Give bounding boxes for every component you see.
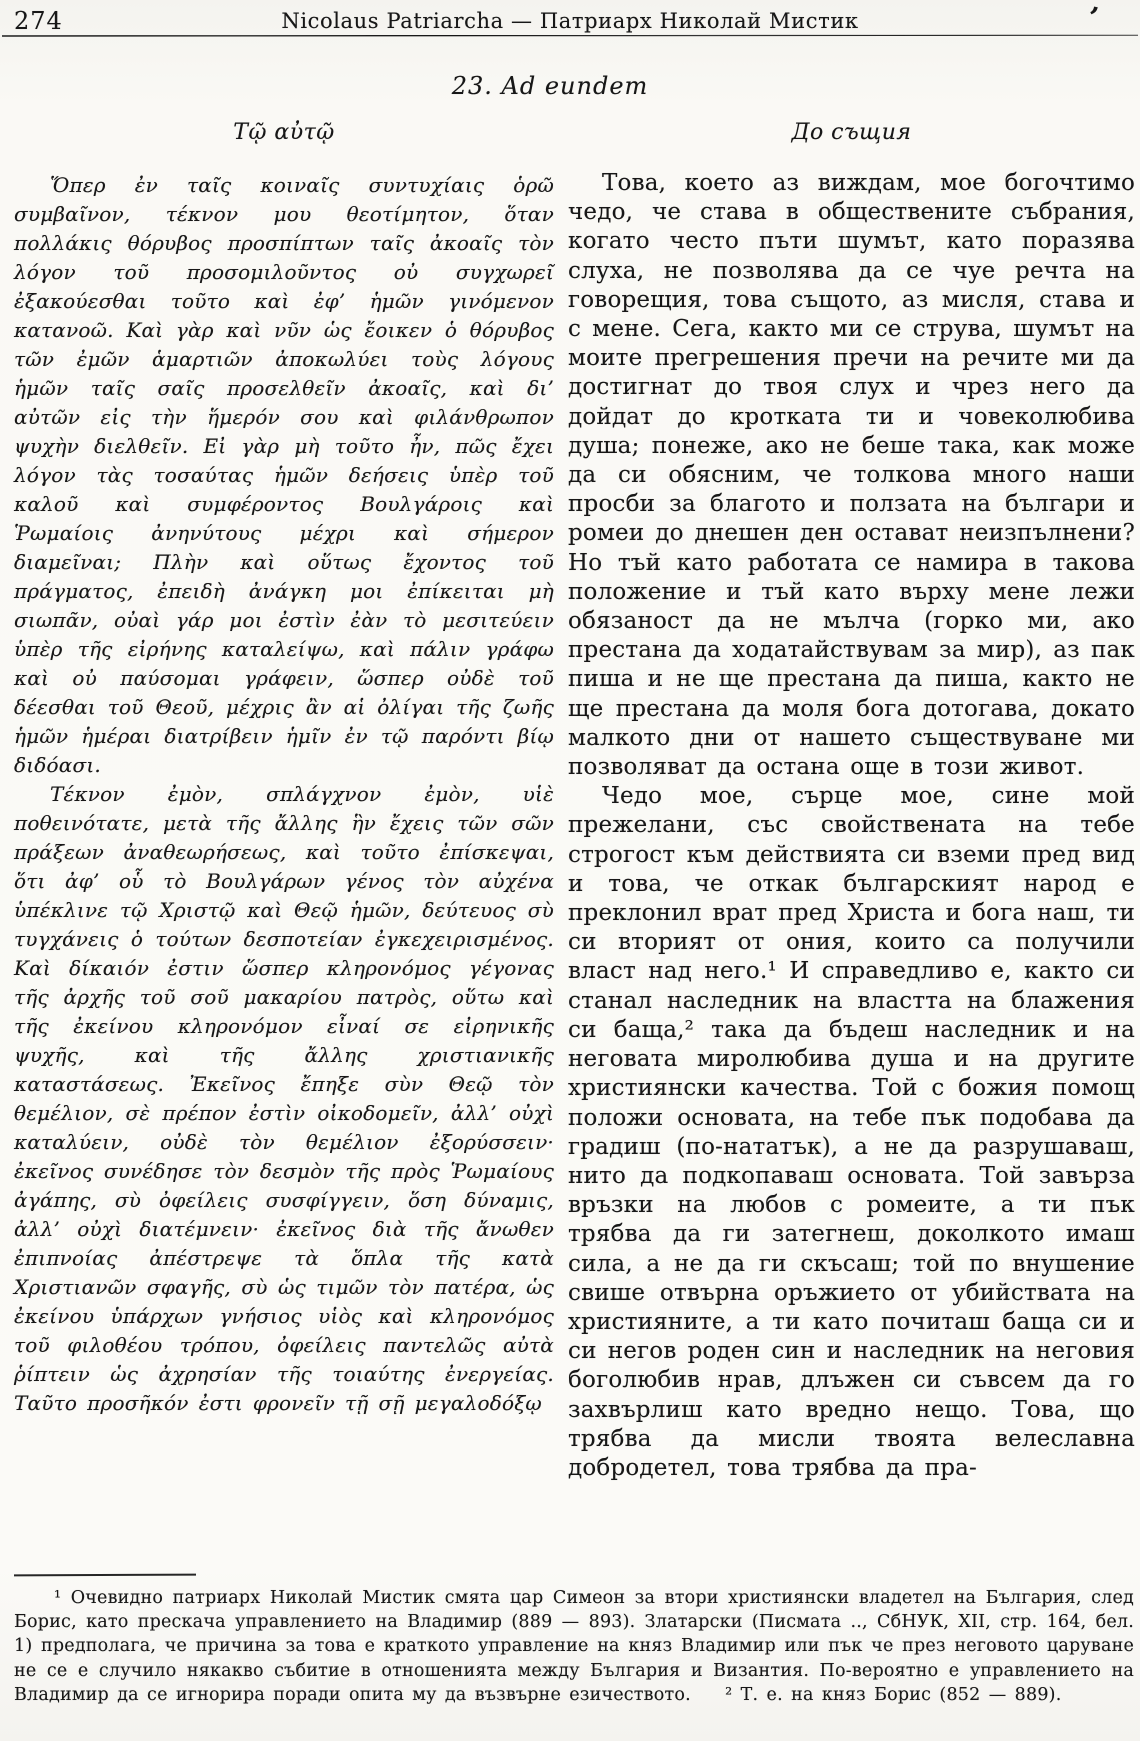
footnote-rule xyxy=(14,1574,196,1577)
two-column-layout xyxy=(14,120,1135,1483)
footnote-2 xyxy=(725,1685,1061,1705)
running-head xyxy=(0,0,1140,35)
footnote-1-text: Очевидно патриарх Николай Мистик смята цар Симеон за втори християнски владетел на България, след Борис, като прескача управлението на Владимир (889 — 893). Златарски (Писмата .., СбНУК, XII, стр. 164, бел. 1) предполага, че причина за това е краткото управление на княз Владимир или пък че през неговото царуване не се е случило някакво събитие в отношенията между България и Византия. По-вероятно е управлението на Владимир да се игнорира поради опита му да възвърне езичеството. xyxy=(14,1588,1134,1705)
bulgarian-paragraph-2: Чедо мое, сърце мое, сине мой прежелани, със свойствената на тебе строгост към действията си вземи пред вид и това, че откак българският народ е преклонил врат пред Христа и бога наш, ти си вторият от ония, които са получили власт над него.¹ И справедливо е, както си станал наследник на властта на блажения си баща,² така да бъдеш наследник и на неговата миролюбива душа и на другите християнски качества. Той с божия помощ положи основата, на тебе пък подобава да градиш (по-нататък), а не да разрушаваш, нито да подкопаваш основата. Той завърза връзки на любов с ромеите, а ти пък трябва да ги затегнеш, доколкото имаш сила, а не да ги скъсаш; той по внушение свише отвърна оръжието от убийствата на християните, а ти като почиташ баща си и си негов роден син и наследник на неговия боголюбив нрав, длъжен си съвсем да го захвърлиш като вредно нещо. Това, що трябва да мисли твоята велеславна добродетел, това трябва да пра- xyxy=(568,783,1135,1481)
footnote-text xyxy=(14,1586,1134,1707)
bulgarian-column xyxy=(568,120,1135,1483)
greek-column xyxy=(14,120,554,1483)
bulgarian-paragraph-1: Това, което аз виждам, мое богочтимо чедо, че става в обществените събрания, когато често пъти шумът, като поразява слуха, не позволява да се чуе речта на говорещия, това същото, аз мисля, става и с мене. Сега, както ми се струва, шумът на моите прегрешения пречи на речите ми да достигнат до твоя слух и чрез него да дойдат до кротката ти и човеколюбива душа; понеже, ако не беше така, как може да си обясним, че толкова много наши просби за благото и ползата на българи и ромеи до днешен ден остават неизпълнени? Но тъй като работата се намира в такова положение и тъй като върху мене лежи обязаност да не мълча (горко ми, ако престана да ходатайствувам за мир), аз пак пиша и не ще престана да пиша, както не ще престана да моля бога дотогава, докато малкото дни от нашето съществуване ми позволяват да остана още в този живот. xyxy=(568,170,1135,781)
greek-paragraph-1: Ὅπερ ἐν ταῖς κοιναῖς συντυχίαις ὁρῶ συμβαῖνον, τέκνον μου θεοτίμητον, ὅταν πολλάκις θόρυβος προσπίπτων ταῖς ἀκοαῖς τὸν λόγον τοῦ προσομιλοῦντος οὐ συγχωρεῖ ἐξακούεσθαι τοῦτο καὶ ἐφ’ ἡμῶν γινόμενον κατανοῶ. Καὶ γὰρ καὶ νῦν ὡς ἔοικεν ὁ θόρυβος τῶν ἐμῶν ἁμαρτιῶν ἀποκωλύει τοὺς λόγους ἡμῶν ταῖς σαῖς προσελθεῖν ἀκοαῖς, καὶ δι’ αὐτῶν εἰς τὴν ἥμερόν σου καὶ φιλάνθρωπον ψυχὴν διελθεῖν. Εἰ γὰρ μὴ τοῦτο ἦν, πῶς ἔχει λόγον τὰς τοσαύτας ἡμῶν δεήσεις ὑπὲρ τοῦ καλοῦ καὶ συμφέροντος Βουλγάροις καὶ Ῥωμαίοις ἀνηνύτους μέχρι καὶ σήμερον διαμεῖναι; Πλὴν καὶ οὕτως ἔχοντος τοῦ πράγματος, ἐπειδὴ ἀνάγκη μοι ἐπίκειται μὴ σιωπᾶν, οὐαὶ γάρ μοι ἐστὶν ἐὰν τὸ μεσιτεύειν ὑπὲρ τῆς εἰρήνης καταλείψω, καὶ πάλιν γράφω καὶ οὐ παύσομαι γράφειν, ὥσπερ οὐδὲ τοῦ δέεσθαι τοῦ Θεοῦ, μέχρις ἂν αἱ ὀλίγαι τῆς ζωῆς ἡμῶν ἡμέραι διατρίβειν ἡμῖν ἐν τῷ παρόντι βίῳ διδόασι. xyxy=(14,173,554,777)
running-title: Nicolaus Patriarcha — Патриарх Николай Мистик xyxy=(281,9,859,33)
footnote-2-marker: ² xyxy=(725,1684,733,1705)
ink-mark: ’ xyxy=(1084,0,1102,35)
section-title: 23. Ad eundem xyxy=(451,72,649,100)
footnotes-section xyxy=(14,1574,1134,1707)
bulgarian-column-heading: До същия xyxy=(791,120,912,145)
footnote-2-text: Т. е. на княз Борис (852 — 889). xyxy=(740,1684,1062,1705)
page-number: 274 xyxy=(14,7,63,35)
greek-column-heading: Τῷ αὐτῷ xyxy=(233,120,335,145)
footnote-1-marker: ¹ xyxy=(54,1588,62,1608)
greek-paragraph-2: Τέκνον ἐμὸν, σπλάγχνον ἐμὸν, υἱὲ ποθεινότατε, μετὰ τῆς ἄλλης ἣν ἔχεις τῶν σῶν πράξεων ἀναθεωρήσεως, καὶ τοῦτο ἐπίσκεψαι, ὅτι ἀφ’ οὗ τὸ Βουλγάρων γένος τὸν αὐχένα ὑπέκλινε τῷ Χριστῷ καὶ Θεῷ ἡμῶν, δεύτευος σὺ τυγχάνεις ὁ τούτων δεσποτείαν ἐγκεχειρισμένος. Καὶ δίκαιόν ἐστιν ὥσπερ κληρονόμος γέγονας τῆς ἀρχῆς τοῦ σοῦ μακαρίου πατρὸς, οὕτω καὶ τῆς ἐκείνου κληρονόμον εἶναί σε εἰρηνικῆς ψυχῆς, καὶ τῆς ἄλλης χριστιανικῆς καταστάσεως. Ἐκεῖνος ἔπηξε σὺν Θεῷ τὸν θεμέλιον, σὲ πρέπον ἐστὶν οἰκοδομεῖν, ἀλλ’ οὐχὶ καταλύειν, οὐδὲ τὸν θεμέλιον ἐξορύσσειν· ἐκεῖνος συνέδησε τὸν δεσμὸν τῆς πρὸς Ῥωμαίους ἀγάπης, σὺ ὀφείλεις συσφίγγειν, ὅση δύναμις, ἀλλ’ οὐχὶ διατέμνειν· ἐκεῖνος διὰ τῆς ἄνωθεν ἐπιπνοίας ἀπέστρεψε τὰ ὅπλα τῆς κατὰ Χριστιανῶν σφαγῆς, σὺ ὡς τιμῶν τὸν πατέρα, ὡς ἐκείνου ὑπάρχων γνήσιος υἱὸς καὶ κληρονόμος τοῦ φιλοθέου τρόπου, ὀφείλεις παντελῶς αὐτὰ ῥίπτειν ὡς ἀχρησίαν τῆς τοιαύτης ἐνεργείας. Ταῦτο προσῆκόν ἐστι φρονεῖν τῇ σῇ μεγαλοδόξῳ xyxy=(14,782,554,1415)
